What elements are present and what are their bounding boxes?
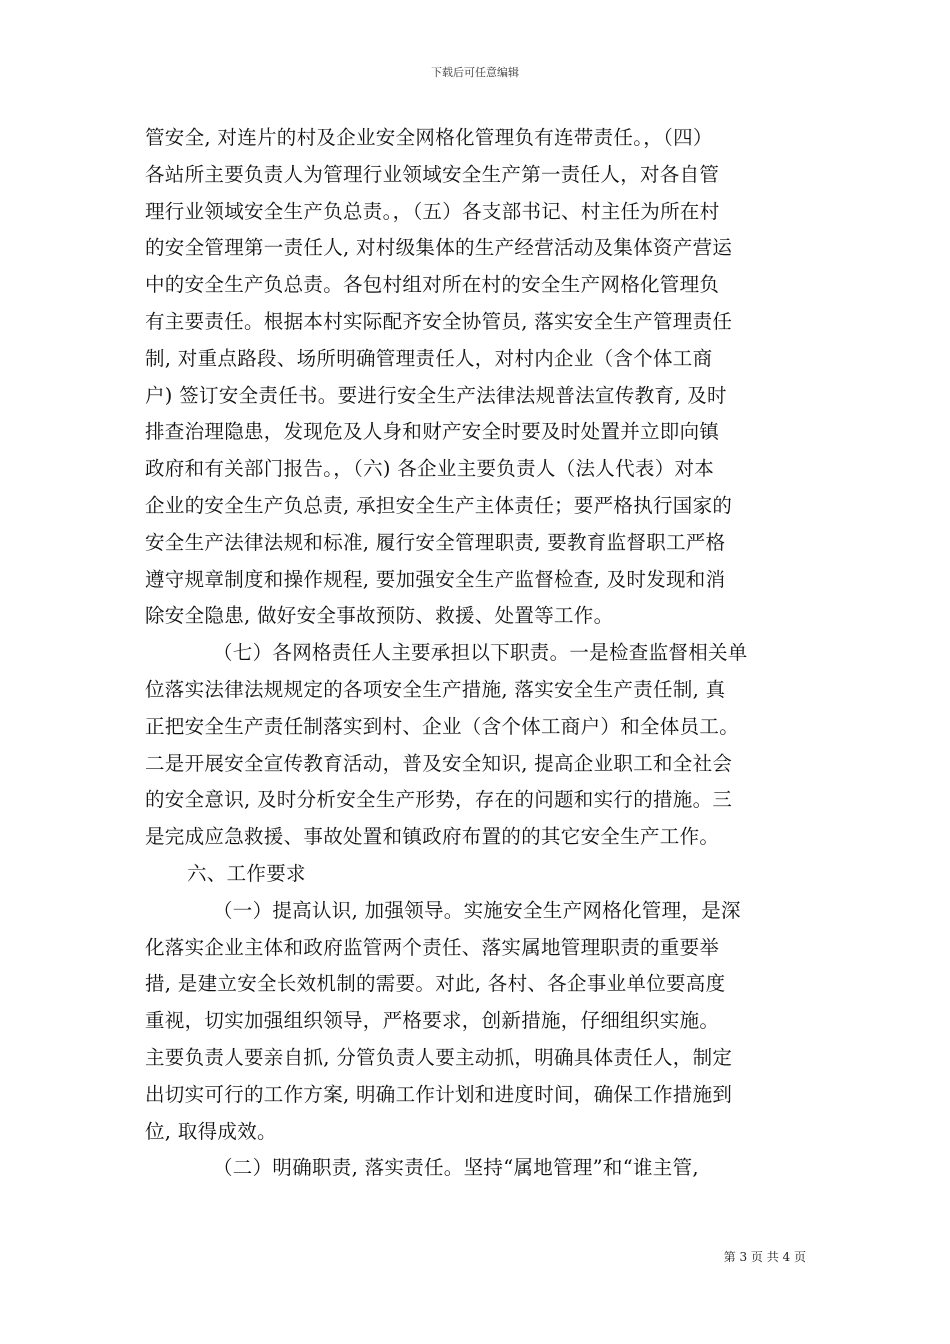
section-heading: 六、工作要求	[187, 861, 306, 885]
paragraph-start-line: （二）明确职责, 落实责任。坚持“属地管理”和“谁主管,	[213, 1156, 699, 1180]
text-line: 位, 取得成效。	[145, 1119, 277, 1143]
text-line: 的安全意识, 及时分析安全生产形势，存在的问题和实行的措施。三	[145, 788, 733, 812]
page-number-footer: 第 3 页 共 4 页	[723, 1250, 806, 1264]
text-line: 的安全管理第一责任人, 对村级集体的生产经营活动及集体资产营运	[145, 236, 733, 260]
text-line: 户) 签订安全责任书。要进行安全生产法律法规普法宣传教育, 及时	[145, 383, 727, 407]
text-line: 位落实法律法规规定的各项安全生产措施, 落实安全生产责任制, 真	[145, 677, 726, 701]
text-line: 制, 对重点路段、场所明确管理责任人，对村内企业（含个体工商	[145, 346, 713, 370]
text-line: 除安全隐患, 做好安全事故预防、救援、处置等工作。	[145, 604, 614, 628]
paragraph-start-line: （一）提高认识, 加强领导。实施安全生产网格化管理，是深	[213, 898, 741, 922]
paragraph-start-line: （七）各网格责任人主要承担以下职责。一是检查监督相关单	[213, 641, 748, 665]
text-line: 主要负责人要亲自抓, 分管负责人要主动抓，明确具体责任人，制定	[145, 1045, 733, 1069]
document-body	[145, 120, 810, 1187]
text-line: 出切实可行的工作方案, 明确工作计划和进度时间，确保工作措施到	[145, 1082, 733, 1106]
text-line: 措, 是建立安全长效机制的需要。对此, 各村、各企事业单位要高度	[145, 972, 726, 996]
text-line: 中的安全生产负总责。各包村组对所在村的安全生产网格化管理负	[145, 273, 720, 297]
text-line: 有主要责任。根据本村实际配齐安全协管员, 落实安全生产管理责任	[145, 309, 733, 333]
text-line: 政府和有关部门报告。，（六) 各企业主要负责人（法人代表）对本	[145, 457, 715, 481]
text-line: 企业的安全生产负总责, 承担安全生产主体责任；要严格执行国家的	[145, 493, 733, 517]
text-line: 是完成应急救援、事故处置和镇政府布置的的其它安全生产工作。	[145, 825, 720, 849]
text-line: 重视，切实加强组织领导，严格要求，创新措施，仔细组织实施。	[145, 1009, 720, 1033]
text-line: 遵守规章制度和操作规程, 要加强安全生产监督检查, 及时发现和消	[145, 567, 726, 591]
page-header: 下载后可任意编辑	[431, 66, 519, 79]
text-line: 二是开展安全宣传教育活动，普及安全知识, 提高企业职工和全社会	[145, 751, 733, 775]
text-line: 排查治理隐患，发现危及人身和财产安全时要及时处置并立即向镇	[145, 420, 720, 444]
text-line: 各站所主要负责人为管理行业领域安全生产第一责任人，对各自管	[145, 162, 720, 186]
text-line: 理行业领域安全生产负总责。，（五）各支部书记、村主任为所在村	[145, 199, 720, 223]
text-line: 化落实企业主体和政府监管两个责任、落实属地管理职责的重要举	[145, 935, 720, 959]
text-line: 正把安全生产责任制落实到村、企业（含个体工商户）和全体员工。	[145, 714, 740, 738]
text-line: 管安全, 对连片的村及企业安全网格化管理负有连带责任。，（四）	[145, 126, 713, 149]
text-line: 安全生产法律法规和标准, 履行安全管理职责, 要教育监督职工严格	[145, 530, 726, 554]
